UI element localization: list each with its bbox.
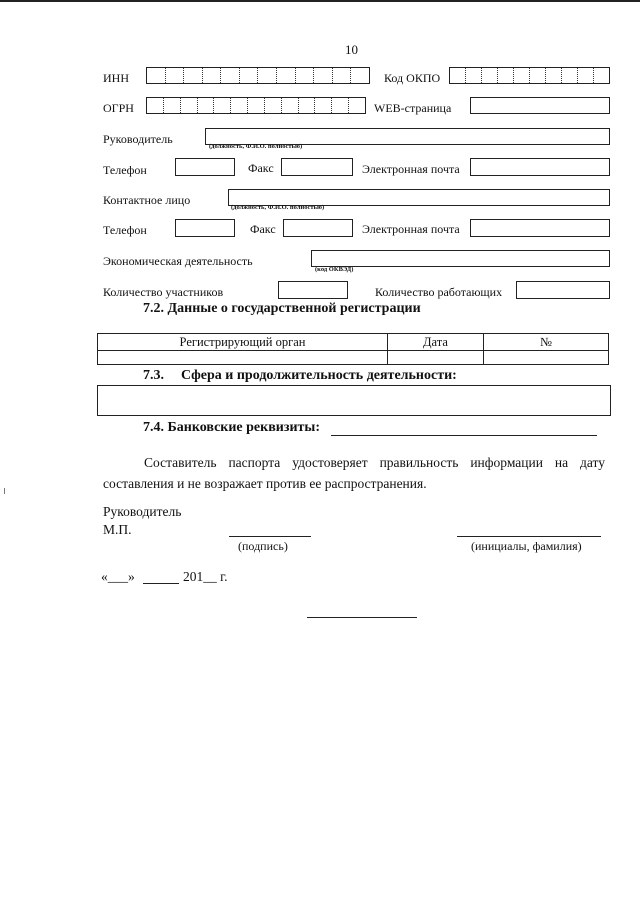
phone2-field[interactable] <box>175 219 235 237</box>
okpo-label: Код ОКПО <box>384 71 441 85</box>
date-year[interactable]: 201__ г. <box>183 569 228 584</box>
web-label: WEB-страница <box>374 101 452 115</box>
workers-field[interactable] <box>516 281 610 299</box>
email-field[interactable] <box>470 158 610 176</box>
col-registering-organ: Регистрирующий орган <box>98 334 388 351</box>
section-74-title: 7.4. Банковские реквизиты: <box>143 420 321 435</box>
section-73-title: Сфера и продолжительность деятельности: <box>181 368 457 383</box>
stamp-label: М.П. <box>103 522 132 537</box>
signature-line[interactable] <box>229 536 311 537</box>
section-73-number: 7.3. <box>143 368 164 383</box>
members-label: Количество участников <box>103 285 224 299</box>
okpo-field[interactable] <box>449 67 610 84</box>
fax-field[interactable] <box>281 158 353 176</box>
page-top-border <box>0 0 640 2</box>
activity-scope-field[interactable] <box>97 385 611 416</box>
fax2-label: Факс <box>250 222 276 236</box>
col-date: Дата <box>388 334 484 351</box>
name-line[interactable] <box>457 536 601 537</box>
signature-hint: (подпись) <box>238 539 288 553</box>
page-number: 10 <box>345 42 358 57</box>
fax2-field[interactable] <box>283 219 353 237</box>
phone-label: Телефон <box>103 163 147 177</box>
activity-field[interactable] <box>311 250 610 267</box>
activity-hint: (код ОКВЭД) <box>315 266 354 273</box>
workers-label: Количество работающих <box>375 285 503 299</box>
members-field[interactable] <box>278 281 348 299</box>
contact-label: Контактное лицо <box>103 193 191 207</box>
email2-label: Электронная почта <box>362 222 460 236</box>
inn-label: ИНН <box>103 71 129 85</box>
phone2-label: Телефон <box>103 223 147 237</box>
page-separator-line <box>307 617 417 618</box>
name-hint: (инициалы, фамилия) <box>471 539 582 553</box>
head-label: Руководитель <box>103 132 173 146</box>
email2-field[interactable] <box>470 219 610 237</box>
statement-text: Составитель паспорта удостоверяет правильность информации на дату составления и не возражает против ее распространения. <box>103 455 605 491</box>
col-number: № <box>484 334 609 351</box>
signature-head-label: Руководитель <box>103 504 182 519</box>
date-day[interactable]: «___» <box>101 569 135 584</box>
inn-field[interactable] <box>146 67 370 84</box>
ogrn-field[interactable] <box>146 97 366 114</box>
section-72-title: 7.2. Данные о государственной регистрации <box>143 301 421 316</box>
head-hint: (должность, Ф.И.О. полностью) <box>209 143 303 150</box>
cell-number[interactable] <box>484 351 609 365</box>
cell-date[interactable] <box>388 351 484 365</box>
date-month-line[interactable] <box>143 583 179 584</box>
margin-mark <box>4 488 8 494</box>
activity-label: Экономическая деятельность <box>103 254 253 268</box>
bank-details-line[interactable] <box>331 435 597 436</box>
contact-hint: (должность, Ф.И.О. полностью) <box>231 204 325 211</box>
cell-registering-organ[interactable] <box>98 351 388 365</box>
ogrn-label: ОГРН <box>103 101 134 115</box>
web-field[interactable] <box>470 97 610 114</box>
phone-field[interactable] <box>175 158 235 176</box>
email-label: Электронная почта <box>362 162 460 176</box>
fax-label: Факс <box>248 161 274 175</box>
registration-table <box>97 333 609 365</box>
